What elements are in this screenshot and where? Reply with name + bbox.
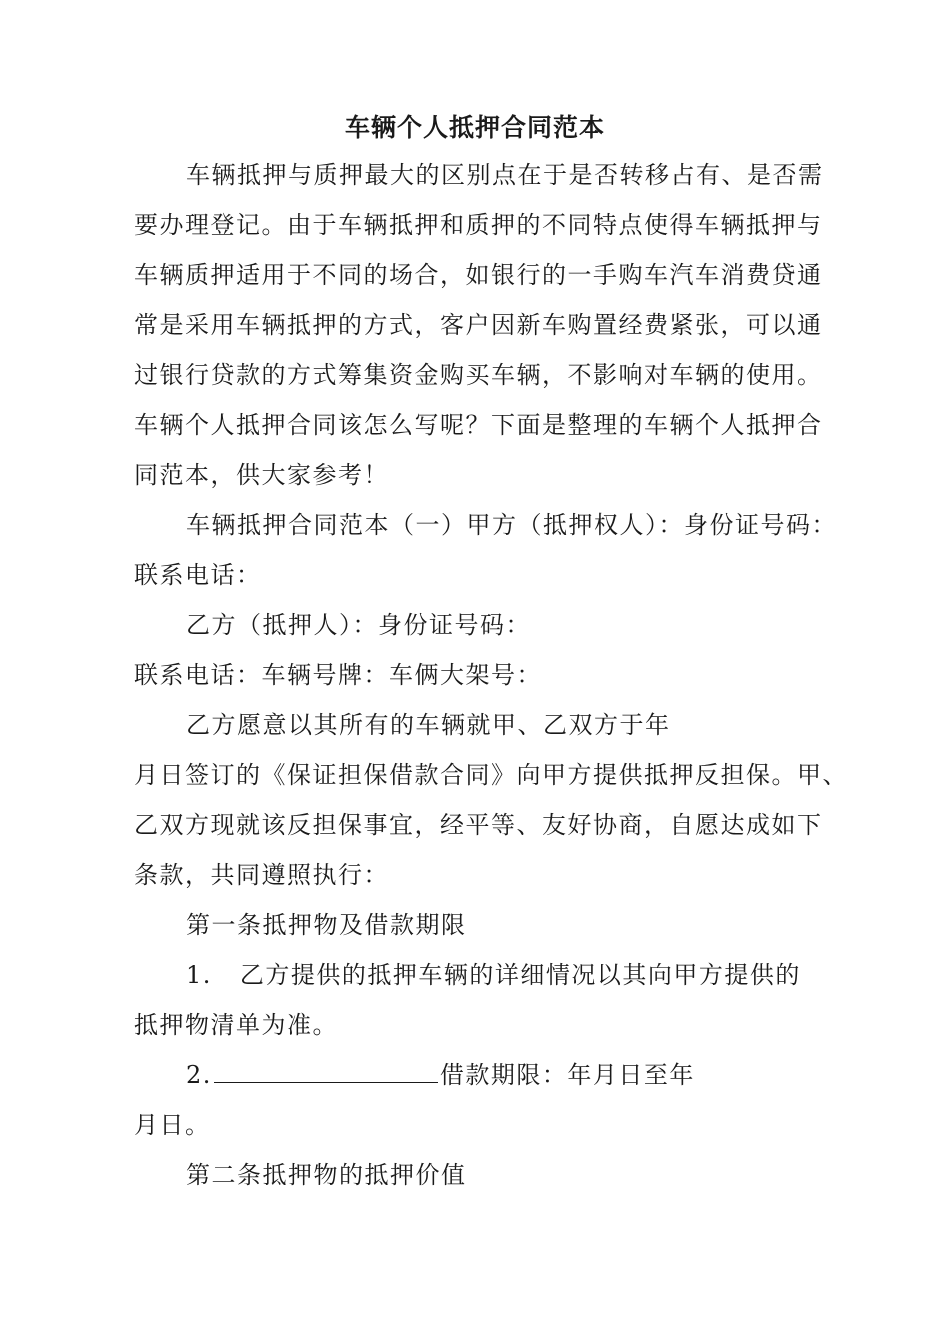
paragraph-line: 月日。 (134, 1111, 211, 1139)
fill-in-blank (214, 1058, 438, 1083)
paragraph-line: 同范本，供大家参考！ (134, 461, 389, 489)
document-title: 车辆个人抵押合同范本 (344, 113, 605, 142)
paragraph-line: 条款，共同遵照执行： (134, 861, 389, 889)
paragraph-line: 过银行贷款的方式筹集资金购买车辆，不影响对车辆的使用。 (134, 361, 823, 389)
list-item-text: 乙方提供的抵押车辆的详细情况以其向甲方提供的 (239, 961, 801, 989)
paragraph-line: 要办理登记。由于车辆抵押和质押的不同特点使得车辆抵押与 (134, 211, 823, 239)
list-item-number: 2. (186, 1061, 212, 1089)
paragraph-line: 车辆个人抵押合同该怎么写呢？下面是整理的车辆个人抵押合 (134, 411, 823, 439)
section-heading: 第一条抵押物及借款期限 (186, 911, 467, 939)
paragraph-line: 车辆抵押与质押最大的区别点在于是否转移占有、是否需 (186, 161, 824, 189)
paragraph-line: 车辆质押适用于不同的场合，如银行的一手购车汽车消费贷通 (134, 261, 823, 289)
paragraph-line: 车辆抵押合同范本（一）甲方（抵押权人）：身份证号码： (186, 511, 837, 539)
paragraph-line: 月日签订的《保证担保借款合同》向甲方提供抵押反担保。甲、 (134, 761, 848, 789)
section-heading: 第二条抵押物的抵押价值 (186, 1161, 467, 1189)
paragraph-line: 抵押物清单为准。 (134, 1011, 338, 1039)
list-item-text: 借款期限：年月日至年 (439, 1061, 695, 1089)
paragraph-line: 乙方（抵押人）：身份证号码： (186, 611, 531, 639)
paragraph-line: 乙双方现就该反担保事宜，经平等、友好协商，自愿达成如下 (134, 811, 823, 839)
list-item-number: 1. (186, 961, 212, 989)
list-item (186, 955, 801, 995)
paragraph-line: 联系电话： (134, 561, 262, 589)
paragraph-line: 常是采用车辆抵押的方式，客户因新车购置经费紧张，可以通 (134, 311, 823, 339)
paragraph-line: 联系电话：车辆号牌：车俩大架号： (134, 661, 542, 689)
paragraph-line: 乙方愿意以其所有的车辆就甲、乙双方于年 (186, 711, 671, 739)
list-item (186, 1055, 695, 1095)
